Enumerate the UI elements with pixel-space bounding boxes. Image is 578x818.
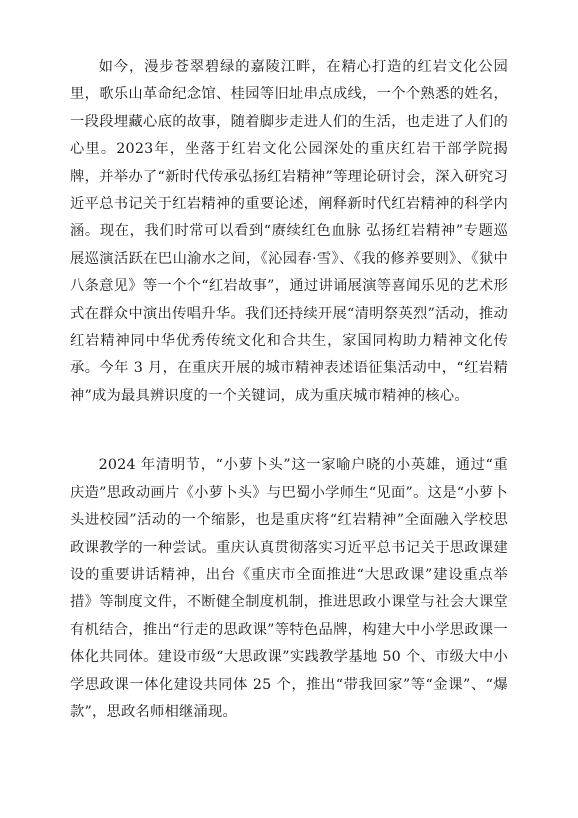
paragraph-xiaoluobotou: 2024 年清明节，“小萝卜头”这一家喻户晓的小英雄，通过“重庆造”思政动画片《小萝卜头》与巴蜀小学师生“见面”。这是“小萝卜头进校园”活动的一个缩影，也是重庆将“红岩精神”全面融入学校思政课教学的一种尝试。重庆认真贯彻落实习近平总书记关于思政课建设的重要讲话精神，出台《重庆市全面推进“大思政课”建设重点举措》等制度文件，不断健全制度机制，推进思政小课堂与社会大课堂有机结合，推出“行走的思政课”等特色品牌，构建大中小学思政课一体化共同体。建设市级“大思政课”实践教学基地 50 个、市级大中小学思政课一体化建设共同体 25 个，推出“带我回家”等“金课”、“爆款”，思政名师相继涌现。 — [70, 457, 508, 720]
paragraph-hongyan-culture: 如今，漫步苍翠碧绿的嘉陵江畔，在精心打造的红岩文化公园里，歌乐山革命纪念馆、桂园等旧址串点成线，一个个熟悉的姓名，一段段埋藏心底的故事，随着脚步走进人们的生活，也走进了人们的心里。2023年，坐落于红岩文化公园深处的重庆红岩干部学院揭牌，并举办了“新时代传承弘扬红岩精神”等理论研讨会，深入研究习近平总书记关于红岩精神的重要论述，阐释新时代红岩精神的科学内涵。现在，我们时常可以看到“赓续红色血脉 弘扬红岩精神”专题巡展巡演活跃在巴山渝水之间，《沁园春·雪》、《我的修养要则》、《狱中八条意见》等一个个“红岩故事”，通过讲诵展演等喜闻乐见的艺术形式在群众中演出传唱升华。我们还持续开展“清明祭英烈”活动，推动红岩精神同中华优秀传统文化和合共生，家国同构助力精神文化传承。今年 3 月，在重庆开展的城市精神表述语征集活动中，“红岩精神”成为最具辨识度的一个关键词，成为重庆城市精神的核心。 — [70, 59, 508, 404]
document-body — [70, 54, 508, 726]
